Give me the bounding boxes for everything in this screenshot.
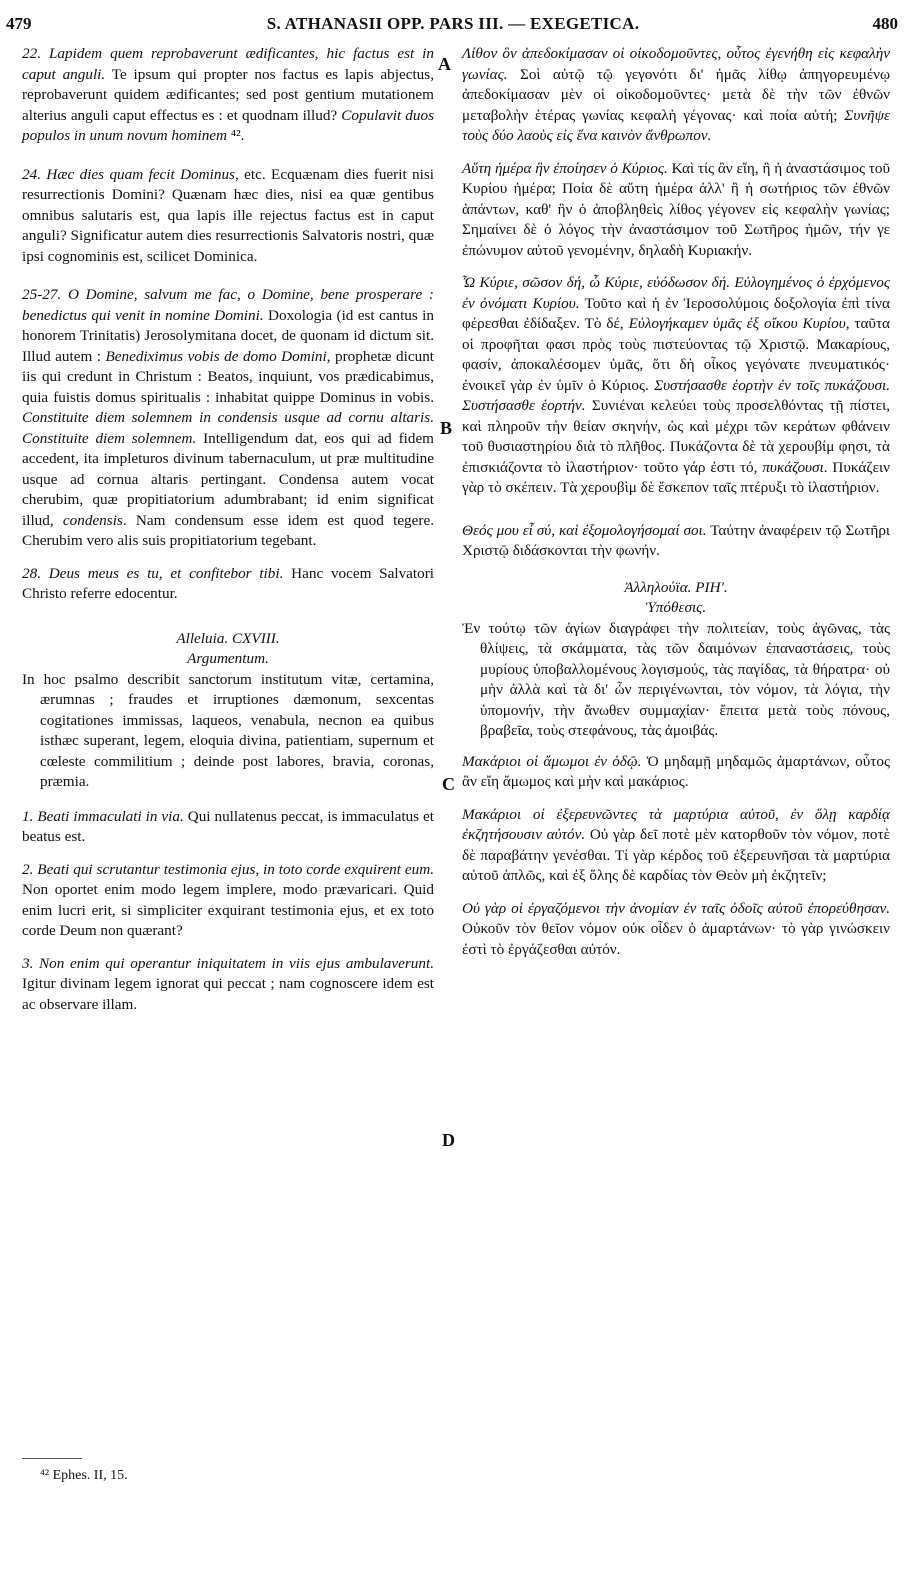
greek-verse-3 <box>462 899 890 961</box>
greek-quote: Εὐλογήκαμεν ὑμᾶς ἐξ οἴκου Κυρίου <box>628 315 846 332</box>
latin-verse-1 <box>22 807 434 848</box>
running-title: S. ATHANASII OPP. PARS III. — EXEGETICA. <box>266 14 640 33</box>
latin-text: Hanc vocem Salvatori Christo referre edocentur. <box>22 564 435 602</box>
greek-text: , ταῦτα οἱ προφῆται φασι πρὸς τοὺς πιστεύοντας τῷ Χριστῷ. Μακαρίους, φασίν, ἀποκαλέσομεν ὑμᾶς, ὅτι δὴ οἶκος γεγόνατε πνευματικός· ἐνοικεῖ γὰρ ἐν ὑμῖν ὁ Κύριος. <box>462 315 890 394</box>
latin-text: Non oportet enim modo legem implere, modo prævaricari. Quid enim lucri erit, si simpliciter exquirant testimonia ejus, et ex toto corde Deum non quærant? <box>22 881 434 939</box>
latin-verse-28 <box>22 564 434 605</box>
greek-lemma: Ὦ Κύριε, σῶσον δή, ὦ Κύριε, εὐόδωσον δή. Εὐλογημένος ὁ ἐρχόμενος ἐν ὀνόματι Κυρίου. <box>462 274 890 312</box>
latin-psalm-heading: Alleluia. CXVIII. <box>176 629 280 647</box>
greek-verse-2 <box>462 805 890 887</box>
greek-text: Οὐ γὰρ δεῖ ποτὲ μὲν κατορθοῦν τὸν νόμον, ποτὲ δὲ παραβάτην γενέσθαι. Τί γὰρ κέρδος τοῦ ἐξερευνῆσαι τὰ μαρτύρια αὐτοῦ ἁπλῶς, καὶ ἐξ ὅλης δὲ καρδίας τὸν Θεὸν μὴ ἐκζητεῖν; <box>462 826 890 884</box>
latin-column <box>22 44 434 1027</box>
latin-text: Igitur divinam legem ignorat qui peccat ; nam cognoscere idem est ac observare illam. <box>22 975 434 1013</box>
greek-verse-1 <box>462 752 890 793</box>
greek-verse-22 <box>462 44 890 147</box>
footnote-ref: ⁴². <box>227 127 245 144</box>
greek-verse-24 <box>462 159 890 262</box>
latin-argument: In hoc psalmo describit sanctorum institutum vitæ, certamina, ærumnas ; fraudes et irruptiones dæmonum, sexcentas cogitationes immissas, laqueos, venabula, necnon ea quibus isthæc superant, legem, eloquia divina, patientiam, supernum et cœleste commilitium ; deinde post labores, bravia, coronas, præmia. <box>22 670 434 790</box>
latin-lemma: 24. Hæc dies quam fecit Dominus, <box>22 165 239 183</box>
latin-verse-22 <box>22 44 434 147</box>
latin-quote: Copulavit duos populos in unum novum hominem <box>22 106 434 144</box>
greek-lemma: Οὐ γὰρ οἱ ἐργαζόμενοι τὴν ἀνομίαν ἐν ταῖς ὁδοῖς αὐτοῦ ἐπορεύθησαν. <box>462 899 890 917</box>
latin-argument-heading: Argumentum. <box>187 650 269 667</box>
latin-lemma: 3. Non enim qui operantur iniquitatem in viis ejus ambulaverunt. <box>22 954 434 972</box>
footnote: ⁴² Ephes. II, 15. <box>40 1468 128 1483</box>
greek-psalm-heading: Ἀλληλούϊα. ΡΙΗ'. <box>624 578 728 596</box>
latin-lemma: 28. Deus meus es tu, et confitebor tibi. <box>22 564 284 582</box>
latin-lemma: 2. Beati qui scrutantur testimonia ejus, in toto corde exquirent eum. <box>22 860 434 878</box>
greek-text: Οὐκοῦν τὸν θεῖον νόμον οὐκ οἶδεν ὁ ἁμαρτάνων· τὸ γὰρ γινώσκειν ἐστὶ τὸ ἐργάζεσθαι αὐτόν. <box>462 920 890 958</box>
page-number-left: 479 <box>6 14 32 33</box>
latin-text: Qui nullatenus peccat, is immaculatus et beatus est. <box>22 807 434 845</box>
latin-text: , prophetæ dicunt iis qui credunt in Christum : Beatos, inquiunt, vos prædicabimus, quia fuistis domus spiritualis : inhabitat quippe Dominus in vobis. <box>22 347 435 406</box>
greek-argument-heading: Ὑπόθεσις. <box>645 599 707 616</box>
latin-lemma: 22. Lapidem quem reprobaverunt ædificantes, hic factus est in caput anguli. <box>22 45 434 83</box>
margin-marker-b: B <box>440 418 453 438</box>
greek-lemma: Αὕτη ἡμέρα ἣν ἐποίησεν ὁ Κύριος. <box>462 159 668 177</box>
footnote-rule <box>22 1458 82 1459</box>
greek-lemma: Λίθον ὃν ἀπεδοκίμασαν οἱ οἰκοδομοῦντες, οὗτος ἐγενήθη εἰς κεφαλὴν γωνίας. <box>462 45 890 83</box>
latin-text: . Nam condensum esse idem est quod tegere. Cherubim vero alis suis propitiatorium tegebant. <box>22 511 434 549</box>
latin-lemma: 1. Beati immaculati in via. <box>22 807 184 825</box>
page-header <box>0 0 906 44</box>
latin-verse-24 <box>22 165 434 268</box>
greek-text: Σοὶ αὐτῷ τῷ γεγονότι δι' ἡμᾶς λίθῳ ἀπηγορευμένῳ ἀπεδοκίμασαν μὲν οἱ οἰκοδομοῦντες· μετὰ δὲ τὴν τῶν ἐθνῶν μεταβολὴν ἑτέρας γωνίας κεφαλὴ γέγονας· καὶ ποία αὐτή; <box>462 65 890 124</box>
greek-lemma: Μακάριοι οἱ ἐξερευνῶντες τὰ μαρτύρια αὐτοῦ, ἐν ὅλῃ καρδίᾳ ἐκζητήσουσιν αὐτόν. <box>462 805 890 843</box>
greek-text: Ὁ μηδαμῇ μηδαμῶς ἁμαρτάνων, οὗτος ἂν εἴη ἄμωμος καὶ μὴν καὶ μακάριος. <box>462 752 890 790</box>
latin-quote: Constituite diem solemnem in condensis usque ad cornu altaris. Constituite diem solemnem. <box>22 409 434 447</box>
greek-text: Τοῦτο καὶ ἡ ἐν Ἱεροσολύμοις δοξολογία ἐπὶ τίνα φέρεσθαι ἐδίδαξεν. Τὸ δέ, <box>462 294 890 332</box>
greek-lemma: Θεός μου εἶ σύ, καὶ ἐξομολογήσομαί σοι. <box>462 521 707 539</box>
latin-text: Te ipsum qui propter nos factus es lapis abjectus, reprobaverunt quidem ædificantes; sed post gentium mutationem alterius anguli caput effectus es : et quodnam illud? <box>22 65 434 124</box>
greek-verse-25-27 <box>462 273 890 499</box>
latin-text: Intelligendum dat, eos qui ad fidem accedent, ita impleturos divinum tabernaculum, ut præ multitudine usque ad cornua altaris pertingant. Condensa autem vocat cherubim, quæ propitiatorium adumbrabant; id enim significat illud, <box>22 429 434 529</box>
latin-quote: condensis <box>62 511 123 529</box>
latin-text: Doxologia (id est cantus in honorem Trinitatis) Jerosolymitana docet, de quonam id dictum sit. Illud autem : <box>22 306 434 365</box>
greek-text: Συνιέναι κελεύει τοὺς προσελθόντας τῇ πίστει, καὶ πληροῦν τὴν θείαν σκηνήν, ὡς καὶ μέχρι τῶν κεράτων φθάνειν τοῦ θυσιαστηρίου διὰ τὸ πλῆθος. Πυκάζοντα δὲ τὰ χερουβίμ φησι, τὰ ἐπισκιάζοντα τὸ ἱλαστήριον· τοῦτο γάρ ἐστι τό, <box>462 397 891 476</box>
greek-quote: πυκάζουσι <box>762 458 824 476</box>
latin-quote: Benediximus vobis de domo Domini <box>105 347 327 365</box>
greek-argument: Ἐν τούτῳ τῶν ἁγίων διαγράφει τὴν πολιτείαν, τοὺς ἀγῶνας, τὰς θλίψεις, τὰ σκάμματα, τὰς τῶν δαιμόνων ἐπαναστάσεις, τοὺς μυρίους ὑποβαλλομένους λογισμούς, τὰς παγίδας, τὰ θήρατρα· οὐ μὴν ἀλλὰ καὶ τὰ δι' ὧν περιγένωνται, τὸν νόμον, τὰ λόγια, τὴν ὑπομονήν, τὴν ἄνωθεν συμμαχίαν· ἔπειτα μετὰ τοὺς πόνους, βραβεῖα, τοὺς στεφάνους, τὰς ἀμοιβάς. <box>462 619 890 739</box>
greek-column <box>462 44 890 972</box>
latin-text: etc. Ecquænam dies fuerit nisi resurrectionis Domini? Quænam hæc dies, nisi ea quæ gentibus omnibus salutaris est, qua lapis ille rejectus factus est in caput anguli? Significatur autem dies resurrectionis Salvatoris nostri, quæ ipsi cognominis est, scilicet Dominica. <box>22 165 435 265</box>
margin-marker-d: D <box>442 1130 455 1150</box>
page-number-right: 480 <box>872 14 898 33</box>
latin-verse-25-27 <box>22 285 434 552</box>
greek-text: . Πυκάζειν γὰρ τὸ σκέπειν. Τὰ χερουβὶμ δὲ ἔσκεπον ταῖς πτέρυξι τὸ ἱλαστήριον. <box>462 458 890 496</box>
greek-lemma: Μακάριοι οἱ ἄμωμοι ἐν ὁδῷ. <box>462 752 642 770</box>
greek-text: Καὶ τίς ἂν εἴη, ἢ ἡ ἀναστάσιμος τοῦ Κυρίου ἡμέρα; Ποία δὲ αὕτη ἡμέρα ἀλλ' ἢ ἡ σωτήριος τῶν ἐθνῶν ἁπάντων, καθ' ἣν ὁ ἀποβληθεὶς λίθος γέγονεν εἰς κεφαλὴν γωνίας; Σημαίνει δὲ ὁ λόγος τὴν ἀναστάσιμον τοῦ Σωτῆρος ἡμῶν, τήν γε ἐπώνυμον αὐτοῦ γενομένην, δηλαδὴ Κυριακήν. <box>462 159 891 259</box>
latin-verse-3 <box>22 954 434 1016</box>
greek-quote: Συστήσασθε ἑορτὴν ἐν τοῖς πυκάζουσι. Συστήσασθε ἑορτήν. <box>462 376 890 414</box>
latin-verse-2 <box>22 860 434 942</box>
margin-marker-a: A <box>438 54 451 74</box>
greek-text: Ταύτην ἀναφέρειν τῷ Σωτῆρι Χριστῷ διδάσκονται τὴν φωνήν. <box>462 521 890 559</box>
latin-lemma: 25-27. O Domine, salvum me fac, o Domine, bene prosperare : benedictus qui venit in nomine Domini. <box>22 286 434 324</box>
margin-marker-c: C <box>442 774 455 794</box>
greek-verse-28 <box>462 521 890 562</box>
greek-quote: Συνῆψε τοὺς δύο λαοὺς εἰς ἕνα καινὸν ἄνθρωπον. <box>462 106 890 144</box>
